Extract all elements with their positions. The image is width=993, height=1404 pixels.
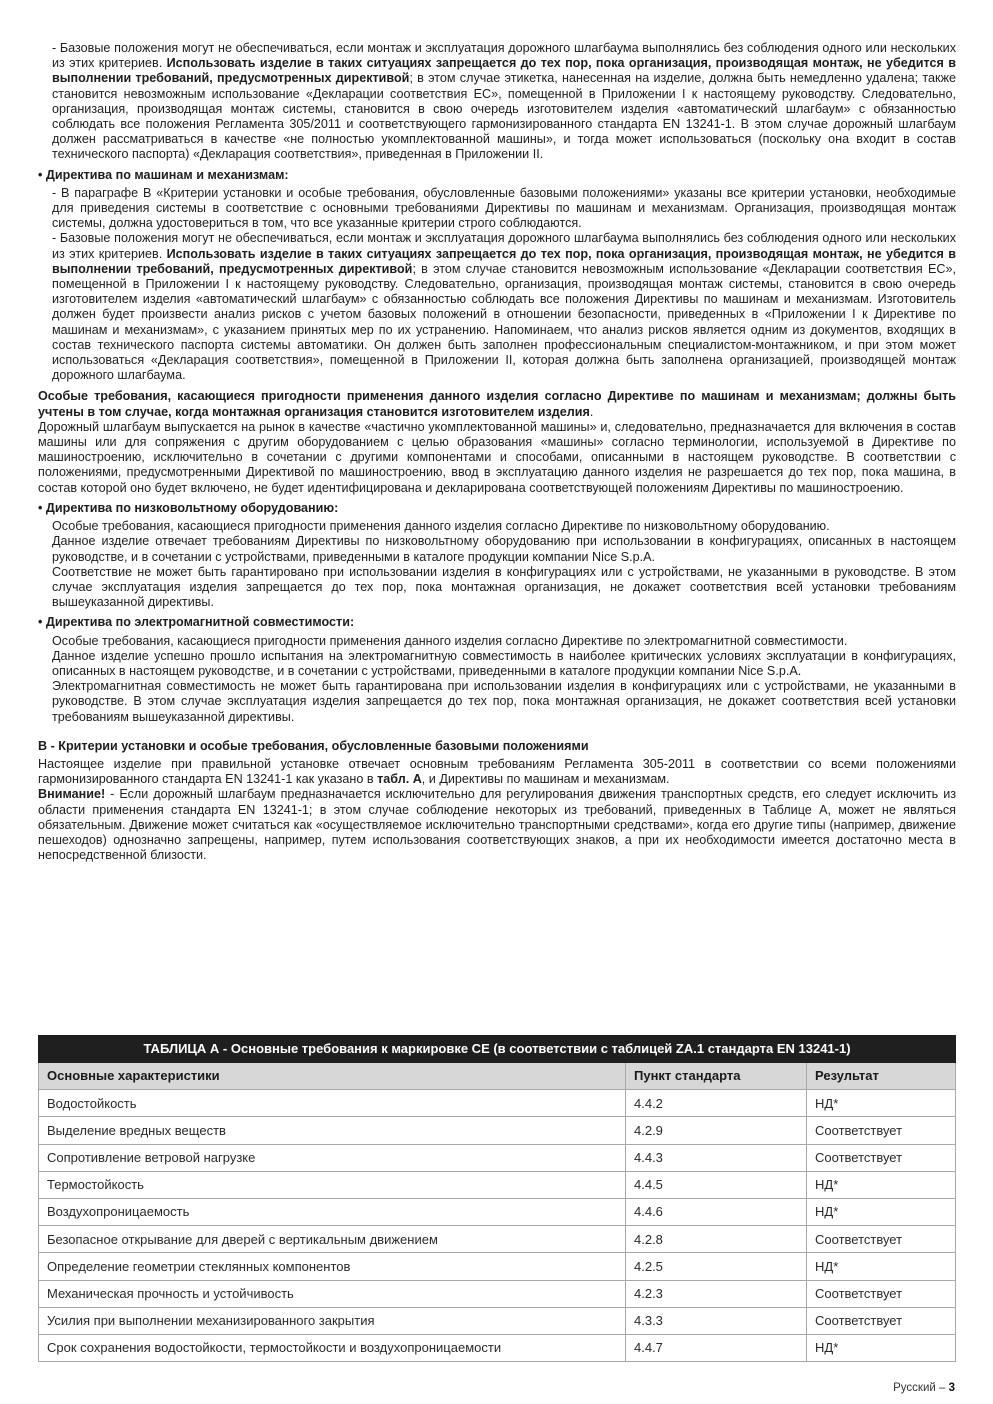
paragraph: Настоящее изделие при правильной установке отвечает основным требованиям Регламента 305-2011 в соответствии со всеми положениями гармонизированного стандарта EN 13241-1 как указано в табл. А, и Директивы по машинам и механизмам. [38, 756, 956, 787]
table-a [38, 1035, 956, 1362]
table-caption: ТАБЛИЦА А - Основные требования к маркировке CE (в соответствии с таблицей ZA.1 стандарта EN 13241-1) [39, 1036, 956, 1063]
table-row: Водостойкость 4.4.2 НД* [39, 1090, 956, 1117]
table-row: Безопасное открывание для дверей с вертикальным движением 4.2.8 Соответствует [39, 1226, 956, 1253]
column-header: Пункт стандарта [626, 1063, 807, 1090]
paragraph: - Базовые положения могут не обеспечиваться, если монтаж и эксплуатация дорожного шлагбаума выполнялись без соблюдения одного или нескольких из этих критериев. Использовать изделие в таких ситуациях запрещается до тех пор, пока организация, производящая монтаж, не убедится в выполнении требований, предусмотренных директивой; в этом случае этикетка, нанесенная на изделие, должна быть немедленно удалена; также становится невозможным использование «Декларации соответствия ЕС», помещенной в Приложении I к настоящему руководству. Следовательно, организация, производящая монтаж системы, становится в свою очередь изготовителем изделия «автоматический шлагбаум» с обязанностью соблюдать все положения Регламента 305/2011 и соответствующего гармонизированного стандарта EN 13241-1. В этом случае дорожный шлагбаум должен рассматриваться в качестве «не полностью укомплектованной машины», и тогда может использоваться (поскольку она входит в состав технического паспорта) «Декларация соответствия», приведенная в Приложении II. [52, 41, 956, 162]
table-header-row [39, 1063, 956, 1090]
warning-paragraph: Внимание! - Если дорожный шлагбаум предназначается исключительно для регулирования движения транспортных средств, его следует исключить из области применения стандарта EN 13241-1; в этом случае соблюдение некоторых из требований, приведенных в Таблице А, может не являться обязательным. Движение может считаться как «осуществляемое исключительно транспортными средствами», когда его другие типы (например, движение пешеходов) однозначно запрещены, например, путем использования соответствующих знаков, а при их необходимости имеется достаточно места в непосредственной близости. [38, 787, 956, 863]
section-b-title: B - Критерии установки и особые требования, обусловленные базовыми положениями [38, 738, 589, 753]
paragraph: Электромагнитная совместимость не может быть гарантирована при использовании изделия в конфигурациях или с устройствами, не указанными в руководстве. В этом случае эксплуатация изделия запрещается до тех пор, пока монтажная организация, не докажет соответствия всей установки требованиям вышеуказанной директивы. [52, 679, 956, 724]
table-row: Механическая прочность и устойчивость 4.2.3 Соответствует [39, 1280, 956, 1307]
paragraph: Данное изделие отвечает требованиям Директивы по низковольтному оборудованию при использовании в конфигурациях, описанных в настоящем руководстве, и в сочетании с устройствами, приведенными в каталоге продукции компании Nice S.p.A. [52, 534, 956, 564]
special-requirements: Особые требования, касающиеся пригодности применения данного изделия согласно Директиве по машинам и механизмам; должны быть учтены в том случае, когда монтажная организация становится изготовителем изделия. [38, 389, 956, 419]
table-row: Усилия при выполнении механизированного закрытия 4.3.3 Соответствует [39, 1307, 956, 1334]
paragraph: - Базовые положения могут не обеспечиваться, если монтаж и эксплуатация дорожного шлагбаума выполнялись без соблюдения одного или нескольких из этих критериев. Использовать изделие в таких ситуациях запрещается до тех пор, пока организация, производящая монтаж, не убедится в выполнении требований, предусмотренных директивой; в этом случае становится невозможным использование «Декларации соответствия ЕС», помещенной в Приложении I к настоящему руководству. Следовательно, организация, производящая монтаж системы, становится в свою очередь изготовителем изделия «автоматический шлагбаум» с обязанностью соблюдать все положения Директивы по машинам и механизмам. Изготовитель должен будет произвести анализ рисков с учетом базовых положений в отношении безопасности, приведенных в «Приложении I к Директиве по машинам и механизмам», с указанием принятых мер по их устранению. Напоминаем, что анализ рисков является одним из документов, входящих в состав технического паспорта системы автоматики. Он должен быть заполнен профессиональным специалистом-монтажником, и при этом может использоваться «Декларация соответствия», помещенной в Приложении II, которая должна быть заполнена организацией, производящей монтаж дорожного шлагбаума. [52, 231, 956, 383]
table-row: Определение геометрии стеклянных компонентов 4.2.5 НД* [39, 1253, 956, 1280]
paragraph: Данное изделие успешно прошло испытания на электромагнитную совместимость в наиболее критических условиях эксплуатации в конфигурациях, описанных в настоящем руководстве, и в сочетании с устройствами, приведенными в каталоге продукции компании Nice S.p.A. [52, 648, 956, 678]
body-text [38, 41, 956, 863]
paragraph: Особые требования, касающиеся пригодности применения данного изделия согласно Директиве по электромагнитной совместимости. [52, 633, 848, 648]
paragraph: Соответствие не может быть гарантировано при использовании изделия в конфигурациях или с устройствами, не указанными в руководстве. В этом случае эксплуатация изделия запрещается до тех пор, пока монтажная организация, не докажет соответствия всей установки требованиям вышеуказанной директивы. [52, 564, 956, 610]
emc-heading: • Директива по электромагнитной совместимости: [38, 615, 355, 630]
paragraph: Особые требования, касающиеся пригодности применения данного изделия согласно Директиве по низковольтному оборудованию. [52, 519, 830, 534]
machinery-heading: • Директива по машинам и механизмам: [38, 167, 289, 182]
paragraph: - В параграфе В «Критерии установки и особые требования, обусловленные базовыми положениями» указаны все критерии установки, необходимые для приведения системы в соответствие с основными требованиями Директивы по машинам и механизмам. Организация, производящая монтаж системы, должна удостовериться в том, что все указанные критерии строго соблюдаются. [52, 185, 956, 231]
low-voltage-heading: • Директива по низковольтному оборудованию: [38, 500, 339, 515]
paragraph: Дорожный шлагбаум выпускается на рынок в качестве «частично укомплектованной машины» и, следовательно, предназначается для включения в состав машины или для сопряжения с другим оборудованием с целью образования «машины» согласно терминологии, используемой в Директиве по машиностроению, исключительно в сочетании с другими компонентами и способами, описанными в настоящем руководстве. В соответствии с положениями, предусмотренными Директивой по машиностроению, ввод в эксплуатацию данного изделия не разрешается до тех пор, пока машина, в состав которой оно будет включено, не будет идентифицирована и декларирована соответствующей положениям Директивы по машиностроению. [38, 419, 956, 495]
column-header: Основные характеристики [39, 1063, 626, 1090]
table-row: Воздухопроницаемость 4.4.6 НД* [39, 1198, 956, 1225]
table-row: Термостойкость 4.4.5 НД* [39, 1171, 956, 1198]
column-header: Результат [807, 1063, 956, 1090]
page-number: 3 [948, 1382, 955, 1394]
page-footer: Русский – 3 [893, 1382, 955, 1394]
table-row: Срок сохранения водостойкости, термостойкости и воздухопроницаемости 4.4.7 НД* [39, 1334, 956, 1361]
table-row: Выделение вредных веществ 4.2.9 Соответствует [39, 1117, 956, 1144]
table-row: Сопротивление ветровой нагрузке 4.4.3 Соответствует [39, 1144, 956, 1171]
